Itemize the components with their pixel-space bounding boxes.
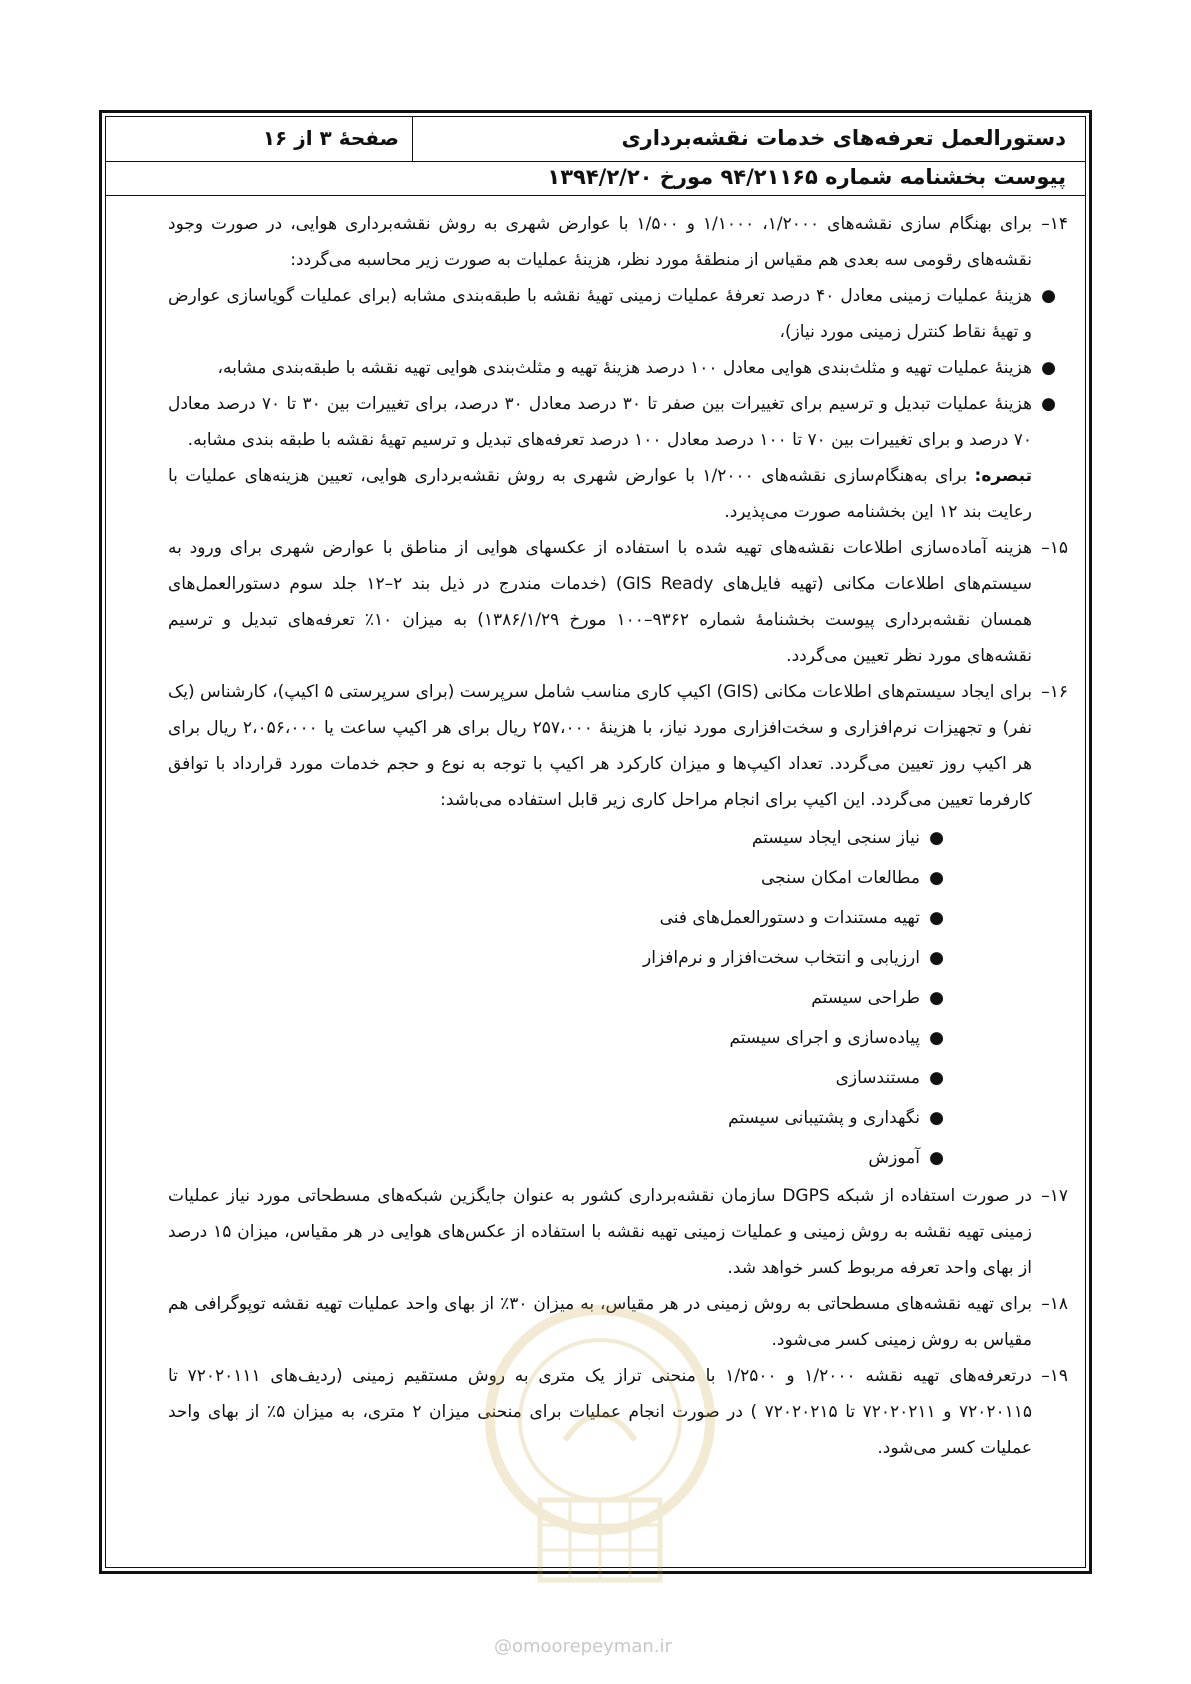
clause-15 <box>168 530 1068 674</box>
list-item: ● طراحی سیستم <box>168 978 944 1018</box>
clause-text: برای ایجاد سیستم‌های اطلاعات مکانی (GIS) اکیپ کاری مناسب شامل سرپرست (برای سرپرستی ۵ اکیپ)، کارشناس (یک نفر) و تجهیزات نرم‌افزاری و سخت‌افزاری مورد نیاز، با هزینهٔ ۲۵۷،۰۰۰ ریال برای هر اکیپ ساعت یا ۲،۰۵۶،۰۰۰ ریال برای هر اکیپ روز تعیین می‌گردد. تعداد اکیپ‌ها و میزان کارکرد هر اکیپ با توجه به نوع و حجم خدمات مورد قرارداد با توافق کارفرما تعیین می‌گردد. این اکیپ برای انجام مراحل کاری زیر قابل استفاده می‌باشد: <box>168 682 1032 810</box>
bullet-icon: ● <box>929 908 944 928</box>
bullet-icon: ● <box>1041 286 1056 306</box>
gis-stages-list <box>168 818 1068 1178</box>
clause-17 <box>168 1178 1068 1286</box>
bullet-icon: ● <box>929 1108 944 1128</box>
clause-text: درتعرفه‌های تهیه نقشه ۱/۲۰۰۰ و ۱/۲۵۰۰ با منحنی تراز یک متری به روش مستقیم زمینی (ردیف‌های ۷۲۰۲۰۱۱۱ تا ۷۲۰۲۰۱۱۵ و ۷۲۰۲۰۲۱۱ تا ۷۲۰۲۰۲۱۵ ) در صورت انجام عملیات برای منحنی میزان ۲ متری، به میزان ۵٪ از بهای واحد عملیات کسر می‌شود. <box>168 1366 1032 1458</box>
bullet-item <box>168 386 1056 458</box>
clause-number: ۱۹– <box>1041 1366 1068 1386</box>
list-item: ● نیاز سنجی ایجاد سیستم <box>168 818 944 858</box>
list-item: ● مطالعات امکان سنجی <box>168 858 944 898</box>
note-label: تبصره: <box>974 466 1032 486</box>
bullet-item <box>168 350 1056 386</box>
list-item: ● پیاده‌سازی و اجرای سیستم <box>168 1018 944 1058</box>
bullet-icon: ● <box>929 1148 944 1168</box>
clause-number: ۱۶– <box>1041 682 1068 702</box>
seal-watermark-icon <box>470 1300 730 1590</box>
bullet-text: هزینهٔ عملیات تهیه و مثلث‌بندی هوایی معادل ۱۰۰ درصد هزینهٔ تهیه و مثلث‌بندی هوایی تهیه نقشه با طبقه‌بندی مشابه، <box>217 358 1032 378</box>
bullet-icon: ● <box>929 1028 944 1048</box>
bullet-icon: ● <box>1041 358 1056 378</box>
clause-number: ۱۴– <box>1041 214 1068 234</box>
bullet-text: هزینهٔ عملیات زمینی معادل ۴۰ درصد تعرفهٔ عملیات زمینی تهیهٔ نقشه با طبقه‌بندی مشابه (برای عملیات گویاسازی عوارض و تهیهٔ نقاط کنترل زمینی مورد نیاز)، <box>168 286 1032 342</box>
clause-text: در صورت استفاده از شبکه DGPS سازمان نقشه‌برداری کشور به عنوان جایگزین شبکه‌های مسطحاتی مورد نیاز عملیات زمینی تهیه نقشه به روش زمینی و عملیات زمینی تهیه نقشه با استفاده از عکس‌های هوایی در هر مقیاس، میزان ۱۵ درصد از بهای واحد تعرفه مربوط کسر خواهد شد. <box>168 1186 1032 1278</box>
bullet-icon: ● <box>929 948 944 968</box>
clause-number: ۱۵– <box>1041 538 1068 558</box>
clause-14 <box>168 206 1068 278</box>
list-item: ● آموزش <box>168 1138 944 1178</box>
bullet-icon: ● <box>929 988 944 1008</box>
annex-reference: پیوست بخشنامه شماره ۹۴/۲۱۱۶۵ مورخ ۱۳۹۴/۲/۲۰ <box>547 165 1066 189</box>
bullet-icon: ● <box>1041 394 1056 414</box>
clause-text: برای بهنگام سازی نقشه‌های ۱/۲۰۰۰، ۱/۱۰۰۰ و ۱/۵۰۰ با عوارض شهری به روش نقشه‌برداری هوایی، در صورت وجود نقشه‌های رقومی سه بعدی هم مقیاس از منطقهٔ مورد نظر، هزینهٔ عملیات به صورت زیر محاسبه می‌گردد: <box>168 214 1032 270</box>
clause-number: ۱۸– <box>1041 1294 1068 1314</box>
note-text: برای به‌هنگام‌سازی نقشه‌های ۱/۲۰۰۰ با عوارض شهری به روش نقشه‌برداری هوایی، تعیین هزینه‌های عملیات با رعایت بند ۱۲ این بخشنامه صورت می‌پذیرد. <box>168 466 1032 522</box>
watermark-text: @omoorepeyman.ir <box>494 1636 672 1657</box>
list-item: ● تهیه مستندات و دستورالعمل‌های فنی <box>168 898 944 938</box>
bullet-icon: ● <box>929 1068 944 1088</box>
clause-text: برای تهیه نقشه‌های مسطحاتی به روش زمینی در هر مقیاس، به میزان ۳۰٪ از بهای واحد عملیات تهیه نقشه توپوگرافی هم مقیاس به روش زمینی کسر می‌شود. <box>168 1294 1032 1350</box>
list-item: ● نگهداری و پشتیبانی سیستم <box>168 1098 944 1138</box>
clause-number: ۱۷– <box>1041 1186 1068 1206</box>
clause-14-note <box>168 458 1068 530</box>
page-number-label: صفحهٔ ۳ از ۱۶ <box>262 126 399 150</box>
bullet-icon: ● <box>929 828 944 848</box>
document-body <box>168 206 1068 1466</box>
header-column-divider <box>412 116 413 162</box>
bullet-icon: ● <box>929 868 944 888</box>
bullet-item <box>168 278 1056 350</box>
clause-text: هزینه آماده‌سازی اطلاعات نقشه‌های تهیه شده با استفاده از عکسهای هوایی از مناطق با عوارض شهری برای ورود به سیستم‌های اطلاعات مکانی (تهیه فایل‌های GIS Ready) (خدمات مندرج در ذیل بند ۲–۱۲ جلد سوم دستورالعمل‌های همسان نقشه‌برداری پیوست بخشنامهٔ شماره ۹۳۶۲–۱۰۰ مورخ ۱۳۸۶/۱/۲۹) به میزان ۱۰٪ تعرفه‌های تبدیل و ترسیم نقشه‌های مورد نظر تعیین می‌گردد. <box>168 538 1033 666</box>
clause-16 <box>168 674 1068 818</box>
bullet-text: هزینهٔ عملیات تبدیل و ترسیم برای تغییرات بین صفر تا ۳۰ درصد معادل ۳۰ درصد، برای تغییرات بین ۳۰ تا ۷۰ درصد معادل ۷۰ درصد و برای تغییرات بین ۷۰ تا ۱۰۰ درصد معادل ۱۰۰ درصد تعرفه‌های تبدیل و ترسیم تهیهٔ نقشه با طبقه بندی مشابه. <box>168 394 1033 450</box>
document-title: دستورالعمل تعرفه‌های خدمات نقشه‌برداری <box>621 126 1066 150</box>
list-item: ● مستندسازی <box>168 1058 944 1098</box>
list-item: ● ارزیابی و انتخاب سخت‌افزار و نرم‌افزار <box>168 938 944 978</box>
